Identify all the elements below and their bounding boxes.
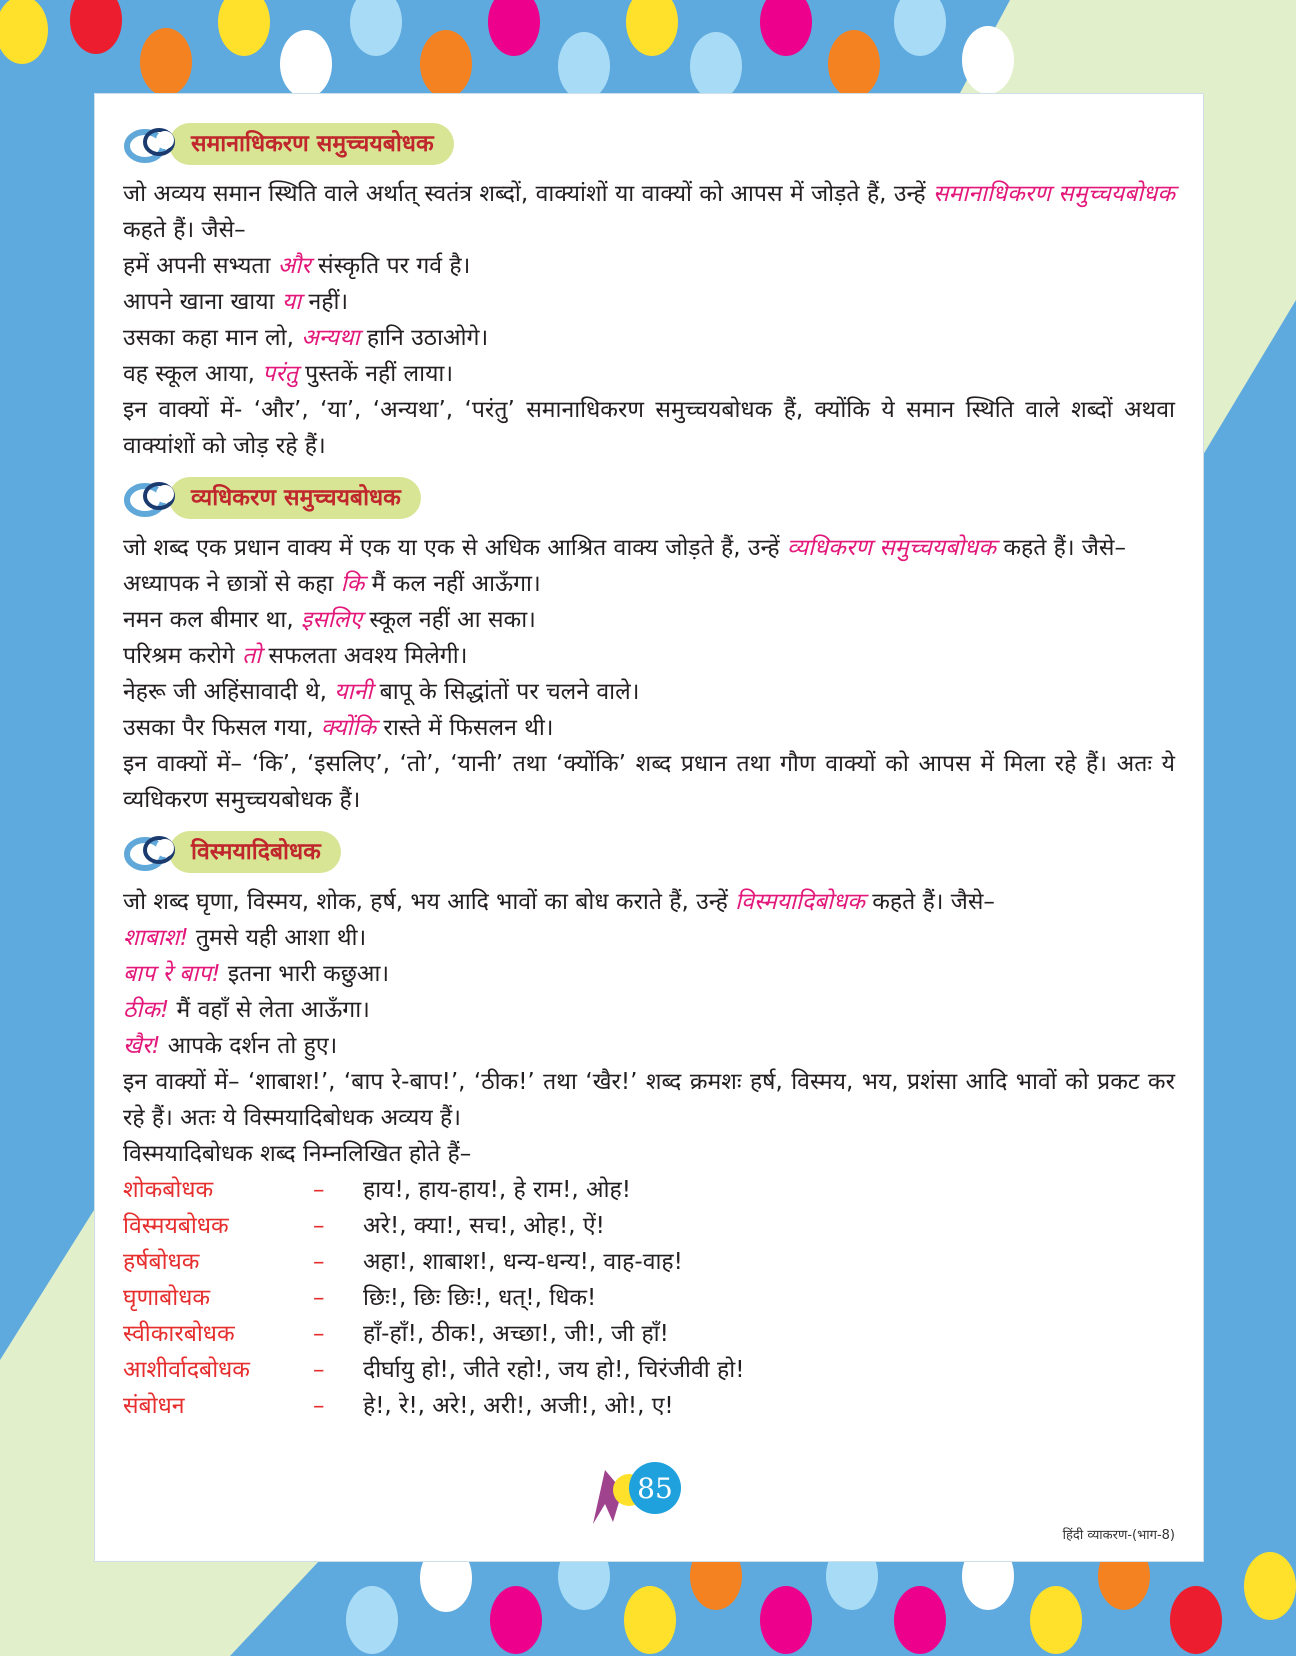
example-line: बाप रे बाप! इतना भारी कछुआ। [123, 961, 390, 987]
definition: जो अव्यय समान स्थिति वाले अर्थात् स्वतंत्र शब्दों, वाक्यांशों या वाक्यों को आपस में जोड़ते हैं, उन्हें समानाधिकरण समुच्चयबोधक कहते हैं। जैसे– [123, 181, 1175, 243]
list-item: हर्षबोधक – अहा!, शाबाश!, धन्य-धन्य!, वाह-वाह! [123, 1249, 683, 1275]
example-line: नेहरू जी अहिंसावादी थे, यानी बापू के सिद्धांतों पर चलने वाले। [123, 679, 640, 705]
example-line: वह स्कूल आया, परंतु पुस्तकें नहीं लाया। [123, 361, 454, 387]
swirl-logo-icon [123, 124, 183, 164]
example-line: उसका कहा मान लो, अन्यथा हानि उठाओगे। [123, 325, 489, 351]
interjection-list [123, 1172, 744, 1424]
example-line: खैर! आपके दर्शन तो हुए। [123, 1033, 338, 1059]
section-vismayadibodhak [123, 830, 1175, 1424]
term-highlight: समानाधिकरण समुच्चयबोधक [932, 181, 1175, 207]
section-heading [123, 830, 1175, 874]
section-title: व्यधिकरण समुच्चयबोधक [169, 477, 421, 519]
footer-book-title: हिंदी व्याकरण-(भाग-8) [1062, 1528, 1175, 1543]
example-line: आपने खाना खाया या नहीं। [123, 289, 349, 315]
example-line: शाबाश! तुमसे यही आशा थी। [123, 925, 367, 951]
summary: इन वाक्यों में- ‘और’, ‘या’, ‘अन्यथा’, ‘परंतु’ समानाधिकरण समुच्चयबोधक हैं, क्योंकि ये समान स्थिति वाले शब्दों अथवा वाक्यांशों को जोड़ रहे हैं। [123, 397, 1175, 459]
section-samanadhikaran [123, 122, 1175, 464]
section-title: विस्मयादिबोधक [169, 831, 341, 873]
term-highlight: व्यधिकरण समुच्चयबोधक [786, 535, 996, 561]
example-line: ठीक! मैं वहाँ से लेता आऊँगा। [123, 997, 370, 1023]
example-line: उसका पैर फिसल गया, क्योंकि रास्ते में फिसलन थी। [123, 715, 554, 741]
example-line: परिश्रम करोगे तो सफलता अवश्य मिलेगी। [123, 643, 468, 669]
example-line: हमें अपनी सभ्यता और संस्कृति पर गर्व है। [123, 253, 471, 279]
page-number: 85 [637, 1472, 673, 1505]
section-heading [123, 122, 1175, 166]
section-title: समानाधिकरण समुच्चयबोधक [169, 123, 454, 165]
swirl-logo-icon [123, 478, 183, 518]
list-item: आशीर्वादबोधक – दीर्घायु हो!, जीते रहो!, जय हो!, चिरंजीवी हो! [123, 1357, 745, 1383]
term-highlight: विस्मयादिबोधक [735, 889, 865, 915]
top-dots [0, 0, 1014, 100]
list-item: विस्मयबोधक – अरे!, क्या!, सच!, ओह!, ऐं! [123, 1213, 605, 1239]
page-body [123, 122, 1175, 1436]
page-number-badge [583, 1456, 693, 1526]
summary: इन वाक्यों में– ‘शाबाश!’, ‘बाप रे-बाप!’, ‘ठीक!’ तथा ‘खैर!’ शब्द क्रमशः हर्ष, विस्मय, भय, प्रशंसा आदि भावों को प्रकट कर रहे हैं। अतः ये विस्मयादिबोधक अव्यय हैं। [123, 1069, 1175, 1131]
list-item: संबोधन – हे!, रे!, अरे!, अरी!, अजी!, ओ!, ए! [123, 1393, 674, 1419]
section-vyadhikaran [123, 476, 1175, 818]
list-intro: विस्मयादिबोधक शब्द निम्नलिखित होते हैं– [123, 1141, 472, 1167]
list-item: शोकबोधक – हाय!, हाय-हाय!, हे राम!, ओह! [123, 1177, 631, 1203]
list-item: स्वीकारबोधक – हाँ-हाँ!, ठीक!, अच्छा!, जी!, जी हाँ! [123, 1321, 669, 1347]
example-line: नमन कल बीमार था, इसलिए स्कूल नहीं आ सका। [123, 607, 536, 633]
summary: इन वाक्यों में– ‘कि’, ‘इसलिए’, ‘तो’, ‘यानी’ तथा ‘क्योंकि’ शब्द प्रधान तथा गौण वाक्यों को आपस में मिला रहे हैं। अतः ये व्यधिकरण समुच्चयबोधक हैं। [123, 751, 1175, 813]
example-line: अध्यापक ने छात्रों से कहा कि मैं कल नहीं आऊँगा। [123, 571, 541, 597]
swirl-logo-icon [123, 832, 183, 872]
list-item: घृणाबोधक – छिः!, छिः छिः!, धत्!, धिक! [123, 1285, 597, 1311]
definition: जो शब्द एक प्रधान वाक्य में एक या एक से अधिक आश्रित वाक्य जोड़ते हैं, उन्हें व्यधिकरण समुच्चयबोधक कहते हैं। जैसे– [123, 535, 1126, 561]
definition: जो शब्द घृणा, विस्मय, शोक, हर्ष, भय आदि भावों का बोध कराते हैं, उन्हें विस्मयादिबोधक कहते हैं। जैसे– [123, 889, 995, 915]
section-heading [123, 476, 1175, 520]
content-page [94, 93, 1204, 1562]
